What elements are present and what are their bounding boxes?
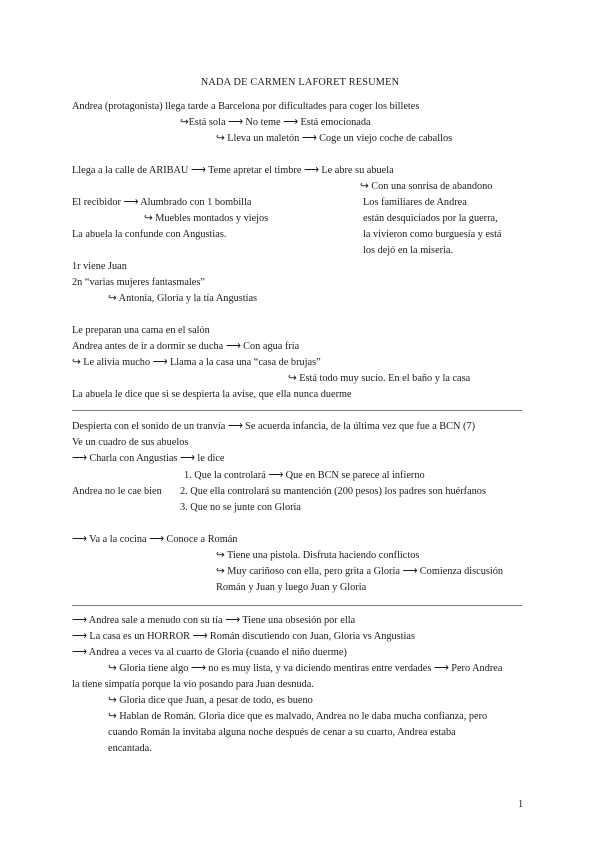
text-line: ⟶ La casa es un HORROR ⟶ Román discutiendo con Juan, Gloria vs Angustias (72, 631, 415, 642)
text-line: ↪ Muebles montados y viejos (144, 213, 269, 224)
text-line: ↪ Le alivia mucho ⟶ Llama a la casa una “casa de brujas” (72, 357, 321, 368)
text-line: Román y Juan y luego Juan y Gloria (216, 582, 367, 593)
text-line: encantada. (108, 743, 152, 754)
text-line: Ve un cuadro de sus abuelos (72, 437, 189, 448)
text-line: ↪ Lleva un maletón ⟶ Coge un viejo coche de caballos (216, 133, 453, 144)
text-line: los dejó en la miseria. (363, 245, 454, 256)
text-line: ↪ Hablan de Román. Gloria dice que es malvado, Andrea no le daba mucha confianza, pero (108, 711, 488, 722)
section-divider (72, 410, 522, 411)
text-line: 1r viene Juan (72, 261, 127, 272)
text-line: 2. Que ella controlará su mantención (200 pesos) los padres son huérfanos (180, 486, 486, 497)
section-divider (72, 605, 522, 606)
text-line: Andrea antes de ir a dormir se ducha ⟶ Con agua fría (72, 341, 300, 352)
text-line: 1. Que la controlará ⟶ Que en BCN se parece al infierno (184, 470, 425, 481)
text-line: ↪ Gloria dice que Juan, a pesar de todo, es bueno (108, 695, 313, 706)
text-line: 3. Que no se junte con Gloria (180, 502, 301, 513)
text-line: Andrea (protagonista) llega tarde a Barcelona por dificultades para coger los billetes (72, 101, 420, 112)
text-line: ↪ Tiene una pistola. Disfruta haciendo conflictos (216, 550, 420, 561)
text-line: cuando Román la invitaba alguna noche después de cenar a su cuarto, Andrea estaba (108, 727, 456, 738)
text-line: ↪ Muy cariñoso con ella, pero grita a Gloria ⟶ Comienza discusión (216, 566, 504, 577)
text-line: ⟶ Charla con Angustias ⟶ le dice (72, 453, 225, 464)
page-title: NADA DE CARMEN LAFORET RESUMEN (200, 77, 400, 88)
text-line: La abuela la confunde con Angustias. (72, 229, 227, 240)
text-line: ↪ Gloria tiene algo ⟶ no es muy lista, y va diciendo mentiras entre verdades ⟶ Pero Andrea (108, 663, 503, 674)
text-line: ⟶ Va a la cocina ⟶ Conoce a Román (72, 534, 238, 545)
text-line: Despierta con el sonido de un tranvía ⟶ Se acuerda infancia, de la última vez que fue a BCN (7) (72, 421, 476, 432)
text-line: la tiene simpatía porque la vio posando para Juan desnuda. (72, 679, 314, 690)
text-line: ⟶ Andrea a veces va al cuarto de Gloria (cuando el niño duerme) (72, 647, 347, 658)
text-line: ↪ Con una sonrisa de abandono (360, 181, 493, 192)
text-line: Llega a la calle de ARIBAU ⟶ Teme apretar el timbre ⟶ Le abre su abuela (72, 165, 394, 176)
text-line: 2n “varias mujeres fantasmales” (72, 277, 205, 288)
text-line: ⟶ Andrea sale a menudo con su tía ⟶ Tiene una obsesión por ella (72, 615, 356, 626)
text-line: ↪ Está todo muy sucio. En el baño y la casa (288, 373, 471, 384)
text-line: ↪ Antonia, Gloria y la tía Angustias (108, 293, 258, 304)
text-line: ↪Está sola ⟶ No teme ⟶ Está emocionada (180, 117, 371, 128)
page-number: 1 (518, 799, 524, 810)
text-line: El recibidor ⟶ Alumbrado con 1 bombilla (72, 197, 252, 208)
text-line: la vivieron como burguesía y está (363, 229, 502, 240)
text-line: están desquiciados por la guerra, (363, 213, 498, 224)
text-line: Los familiares de Andrea (363, 197, 467, 208)
text-line: Andrea no le cae bien (72, 486, 162, 497)
text-line: La abuela le dice que si se despierta la avise, que ella nunca duerme (72, 389, 352, 400)
text-line: Le preparan una cama en el salón (72, 325, 210, 336)
